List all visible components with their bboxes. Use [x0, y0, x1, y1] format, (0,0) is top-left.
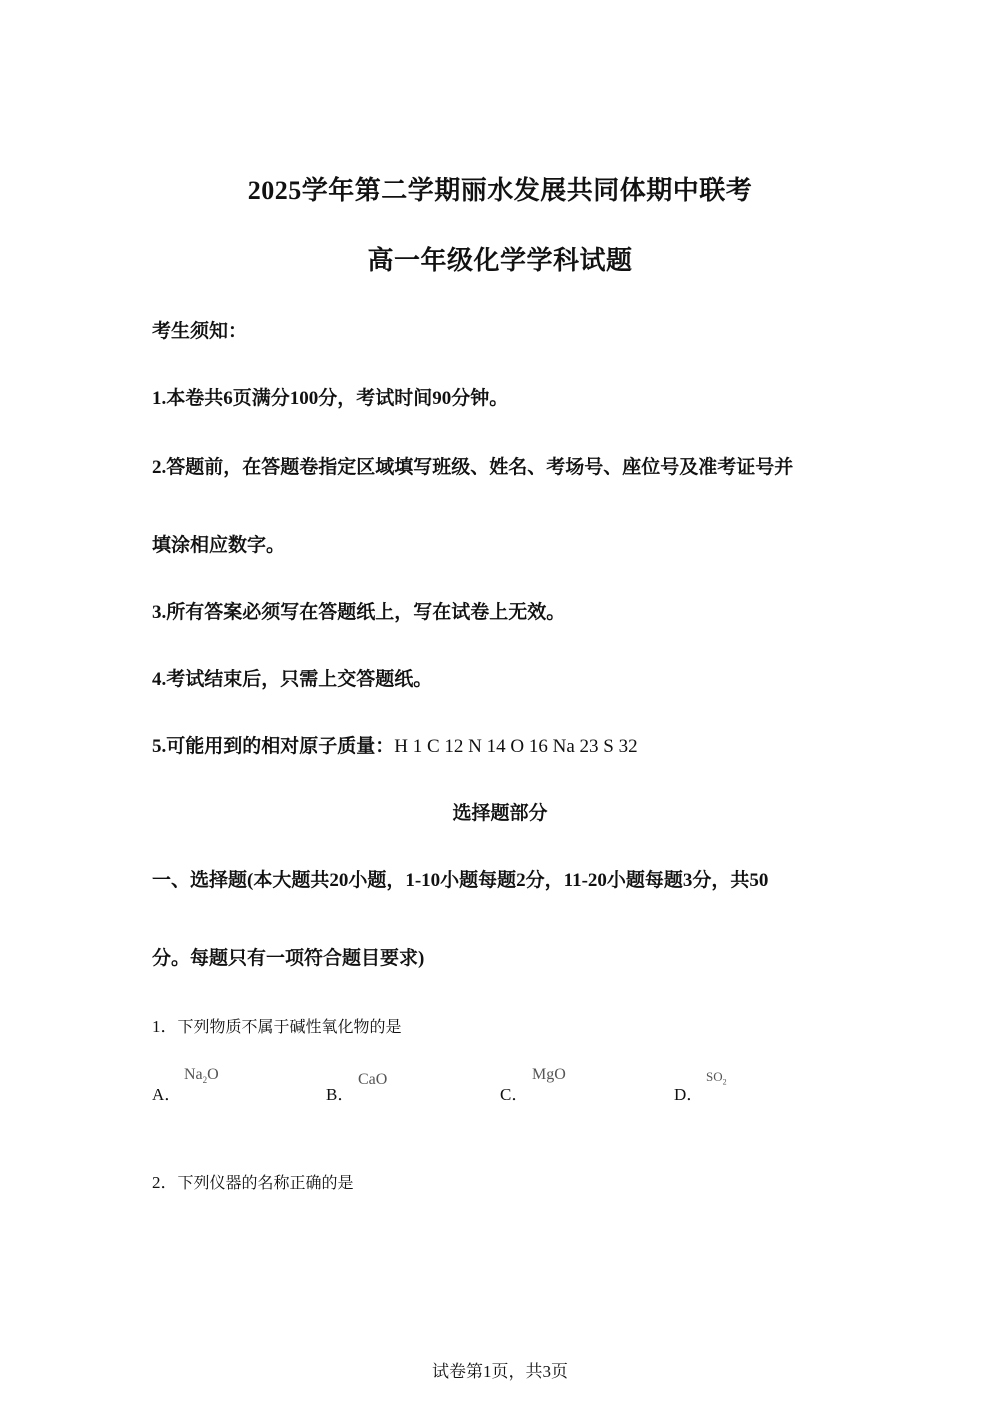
notice-item-4: 4.考试结束后，只需上交答题纸。 — [152, 669, 433, 690]
question-number: 1． — [152, 1017, 178, 1036]
option-letter: A． — [152, 1085, 182, 1104]
question-text: 下列仪器的名称正确的是 — [177, 1173, 354, 1192]
option-letter: C． — [500, 1085, 529, 1104]
question-number: 2． — [152, 1173, 178, 1192]
option-letter: B． — [326, 1085, 355, 1104]
option-formula: MgO — [532, 1066, 566, 1083]
page-footer: 试卷第1页，共3页 — [432, 1362, 568, 1381]
option-letter: D． — [674, 1085, 704, 1104]
notice-item-3: 3.所有答案必须写在答题纸上，写在试卷上无效。 — [152, 602, 566, 623]
exam-title: 2025学年第二学期丽水发展共同体期中联考 — [247, 176, 753, 205]
notice-item-2-continued: 填涂相应数字。 — [152, 535, 286, 556]
atomic-mass-values: H 1 C 12 N 14 O 16 Na 23 S 32 — [394, 736, 638, 757]
part-heading-line1: 一、选择题(本大题共20小题，1-10小题每题2分，11-20小题每题3分，共50 — [152, 870, 769, 891]
option-d[interactable] — [674, 1066, 844, 1106]
notice-item-5 — [152, 731, 638, 758]
option-formula: $SO_2$ — [706, 1069, 727, 1087]
notice-item-2: 2.答题前，在答题卷指定区域填写班级、姓名、考场号、座位号及准考证号并 — [152, 457, 794, 478]
option-c[interactable] — [500, 1066, 670, 1106]
atomic-mass-label: 5.可能用到的相对原子质量： — [152, 736, 395, 757]
section-title: 选择题部分 — [452, 803, 548, 824]
option-formula: CaO — [358, 1071, 388, 1088]
question-1 — [152, 1012, 402, 1037]
notice-heading: 考生须知： — [152, 321, 248, 342]
part-heading-line2: 分。每题只有一项符合题目要求) — [152, 948, 425, 969]
question-text: 下列物质不属于碱性氧化物的是 — [177, 1017, 402, 1036]
option-b[interactable] — [326, 1066, 496, 1106]
notice-item-1: 1.本卷共6页满分100分，考试时间90分钟。 — [152, 388, 509, 409]
option-a[interactable] — [152, 1066, 322, 1106]
question-2 — [152, 1168, 354, 1193]
option-formula: $Na_2O$ — [184, 1066, 219, 1086]
exam-subtitle: 高一年级化学学科试题 — [367, 246, 633, 275]
